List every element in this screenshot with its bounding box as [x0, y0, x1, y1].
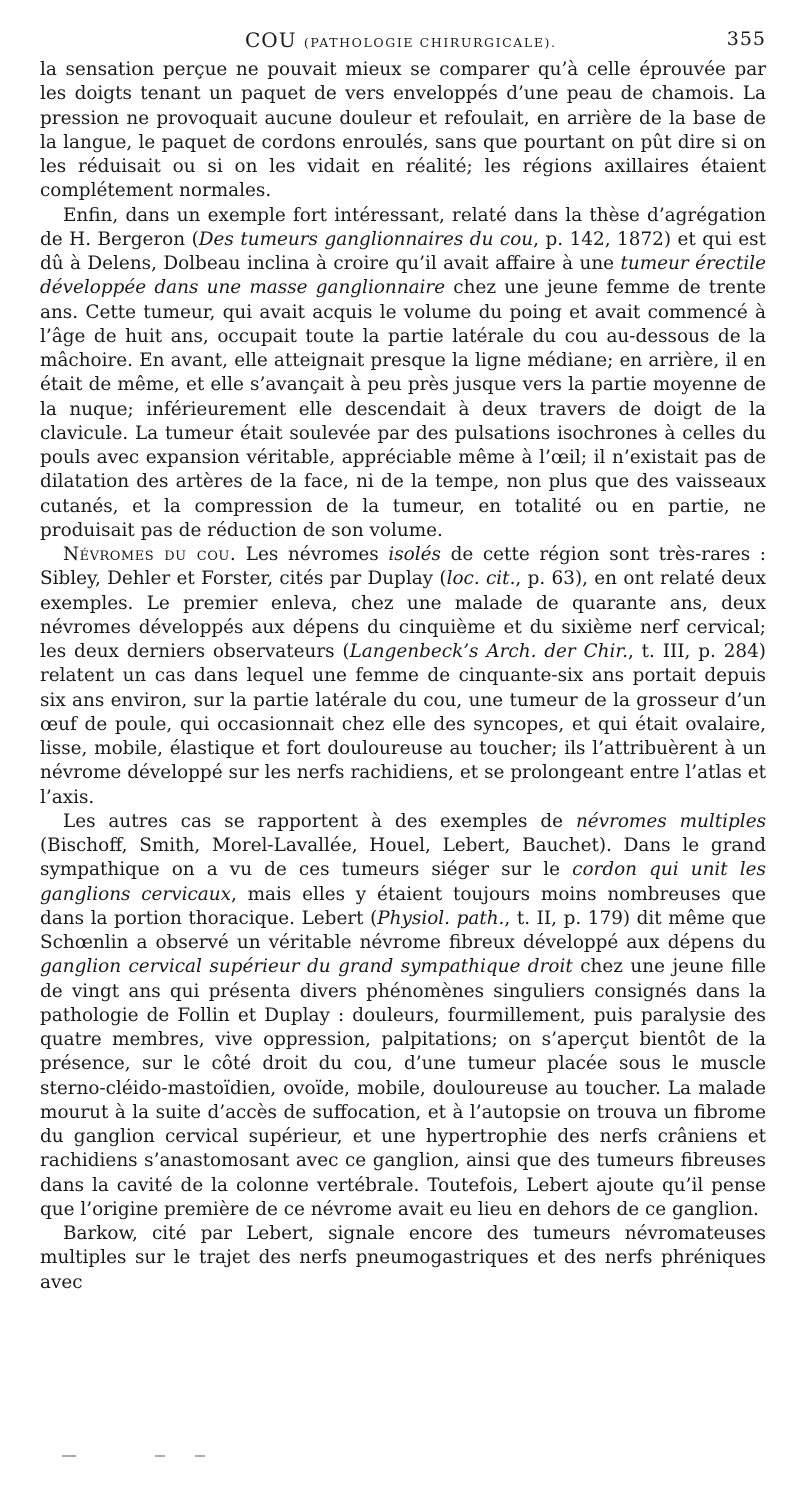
paragraph-2: [40, 204, 766, 544]
section-heading-nevromes: Névromes du cou.: [63, 544, 237, 565]
paragraph-3-text-a: Les névromes: [236, 544, 389, 565]
emphasis-isoles: isolés: [388, 544, 441, 565]
paragraph-3-text-c: de cette région sont très-rares : Sibley, Dehler et Forster, cités par Duplay (: [40, 544, 766, 590]
paragraph-2-text-a: Enfin, dans un exemple fort intéressant, relaté dans la thèse d’agrégation de H. Bergeron (: [40, 204, 766, 250]
emphasis-nevromes-multiples: névromes multiples: [575, 810, 767, 832]
running-title-sub: (PATHOLOGIE CHIRURGICALE).: [303, 35, 557, 50]
emphasis-cordon: cordon qui unit les ganglions cervicaux: [40, 859, 766, 905]
print-mark: [62, 1455, 76, 1457]
page-number: 355: [726, 28, 766, 50]
running-title-main: COU: [245, 28, 297, 52]
paragraph-4-text-g: , t. II, p. 179) dit même que Schœnlin a observé un véritable névrome fibreux développé aux dépens du: [40, 907, 766, 953]
paragraph-3-text-e: , p. 63), en ont relaté deux exemples. Le premier enleva, chez une malade de quarante ans, deux névromes développés aux dépens du cinquième et du sixième nerf cervical; les deux derniers observateurs (: [40, 568, 766, 662]
paragraph-3-text-g: , t. III, p. 284) relatent un cas dans lequel une femme de cinquante-six ans portait depuis six ans environ, sur la partie latérale du cou, une tumeur de la grosseur d’un œuf de poule, qui occasionnait chez elle des syncopes, et qui était ovalaire, lisse, mobile, élastique et fort douloureuse au toucher; ils l’attribuèrent à un névrome développé sur les nerfs rachidiens, et se prolongeant entre l’atlas et l’axis.: [40, 641, 766, 808]
paragraph-5: Barkow, cité par Lebert, signale encore des tumeurs névromateuses multiples sur le trajet des nerfs pneumogastriques et des nerfs phréniques avec: [40, 1223, 766, 1293]
paragraph-4-text-e: , mais elles y étaient toujours moins nombreuses que dans la portion thoracique. Lebert (: [40, 883, 766, 929]
page: [40, 28, 766, 1295]
paragraph-1: la sensation perçue ne pouvait mieux se comparer qu’à celle éprouvée par les doigts tenant un paquet de vers enveloppés d’une peau de chamois. La pression ne provoquait aucune douleur et refoulait, en arrière de la base de la langue, le paquet de cordons enroulés, sans que pourtant on pût dire si on les réduisait ou si on les vidait en réalité; les régions axillaires étaient complétement normales.: [40, 59, 766, 202]
print-mark: [155, 1455, 165, 1457]
paragraph-2-text-c: , p. 142, 1872) et qui est dû à Delens, Dolbeau inclina à croire qu’il avait affaire à une: [40, 228, 767, 274]
running-title: [245, 28, 557, 52]
running-head: [40, 28, 766, 58]
emphasis-tumeur-erectile: tumeur érectile développée dans une masse ganglionnaire: [40, 253, 766, 299]
citation-loc-cit: loc. cit.: [446, 568, 516, 590]
citation-physiol-path: Physiol. path.: [377, 907, 505, 929]
citation-title: Des tumeurs ganglionnaires du cou: [198, 228, 534, 250]
citation-langenbeck: Langenbeck’s Arch. der Chir.: [349, 641, 628, 662]
print-mark: [195, 1455, 205, 1457]
paragraph-4-text-a: Les autres cas se rapportent à des exemples de: [63, 810, 576, 832]
emphasis-ganglion: ganglion cervical supérieur du grand sympathique droit: [40, 956, 573, 978]
paragraph-4-text-c: (Bischoff, Smith, Morel-Lavallée, Houel, Lebert, Bauchet). Dans le grand sympathique on a vu de ces tumeurs siéger sur le: [40, 835, 766, 881]
footer-print-marks: [40, 1455, 240, 1459]
paragraph-3: [40, 543, 766, 810]
paragraph-2-text-e: chez une jeune femme de trente ans. Cette tumeur, qui avait acquis le volume du poing et avait commencé à l’âge de huit ans, occupait toute la partie latérale du cou au-dessous de la mâchoire. En avant, elle atteignait presque la ligne médiane; en arrière, il en était de même, et elle s’avançait à peu près jusque vers la partie moyenne de la nuque; inférieurement elle descendait à deux travers de doigt de la clavicule. La tumeur était soulevée par des pulsations isochrones à celles du pouls avec expansion véritable, appréciable même à l’œil; il n’existait pas de dilatation des artères de la face, ni de la tempe, non plus que des vaisseaux cutanés, et la compression de la tumeur, en totalité ou en partie, ne produisait pas de réduction de son volume.: [40, 277, 766, 541]
paragraph-4-text-i: chez une jeune fille de vingt ans qui présenta divers phénomènes singuliers consignés dans la pathologie de Follin et Duplay : douleurs, fourmillement, puis paralysie des quatre membres, vive oppression, palpitations; on s’aperçut bientôt de la présence, sur le côté droit du cou, d’une tumeur placée sous le muscle sterno-cléido-mastoïdien, ovoïde, mobile, douloureuse au toucher. La malade mourut à la suite d’accès de suffocation, et à l’autopsie on trouva un fibrome du ganglion cervical supérieur, et une hypertrophie des nerfs crâniens et rachidiens s’anastomosant avec ce ganglion, ainsi que des tumeurs fibreuses dans la cavité de la colonne vertébrale. Toutefois, Lebert ajoute qu’il pense que l’origine première de ce névrome avait eu lieu en dehors de ce ganglion.: [40, 956, 766, 1220]
paragraph-4: [40, 810, 766, 1222]
